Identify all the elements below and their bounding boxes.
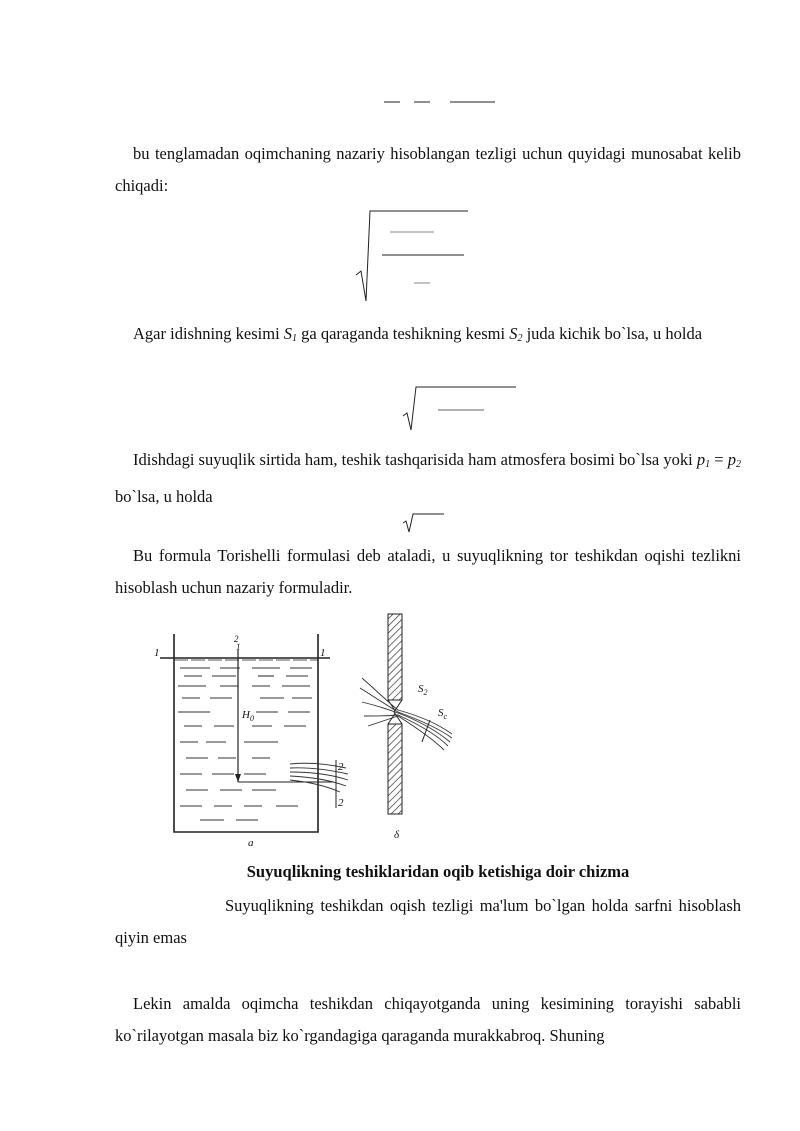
paragraph-1-text: bu tenglamadan oqimchaning nazariy hisoblangan tezligi uchun quyidagi munosabat kelib chiqadi: bbox=[115, 144, 741, 195]
equals-sign: = bbox=[710, 450, 728, 469]
label-sc-sub: c bbox=[443, 712, 448, 721]
paragraph-3 bbox=[115, 444, 741, 513]
symbol-s1 bbox=[284, 324, 297, 343]
symbol-s2-sub: 2 bbox=[517, 333, 523, 344]
formula-velocity-radical bbox=[352, 205, 477, 305]
label-a: a bbox=[248, 837, 254, 849]
label-side-2b: 2 bbox=[338, 797, 344, 809]
label-b: δ bbox=[394, 829, 400, 841]
paragraph-6-text: Lekin amalda oqimcha teshikdan chiqayotganda uning kesimining torayishi sababli ko`rilayotgan masala biz ko`rgandagiga qaraganda murakkabroq. Shuning bbox=[115, 994, 741, 1045]
paragraph-4 bbox=[115, 540, 741, 604]
symbol-p1 bbox=[697, 450, 710, 469]
label-left-1: 1 bbox=[154, 647, 160, 659]
label-top-mark: 2 bbox=[234, 634, 239, 644]
label-sc bbox=[438, 707, 448, 721]
label-s2-sub: 2 bbox=[423, 688, 428, 697]
label-top-mark-small: 1 bbox=[236, 642, 241, 652]
paragraph-4-text: Bu formula Torishelli formulasi deb ataladi, u suyuqlikning tor teshikdan oqishi tezlikni hisoblash uchun nazariy formuladir. bbox=[115, 546, 741, 597]
paragraph-2-text-a: Agar idishning kesimi bbox=[133, 324, 284, 343]
symbol-s1-sub: 1 bbox=[292, 333, 298, 344]
symbol-p2-letter: p bbox=[727, 450, 736, 469]
label-sc-letter: S bbox=[438, 707, 444, 719]
paragraph-1 bbox=[115, 138, 741, 202]
figure-caption bbox=[0, 858, 800, 886]
label-s2 bbox=[418, 683, 428, 697]
symbol-s2 bbox=[509, 324, 522, 343]
paragraph-6 bbox=[115, 988, 741, 1052]
label-s2-letter: S bbox=[418, 683, 424, 695]
label-h0 bbox=[241, 709, 254, 723]
paragraph-3-text-b: bo`lsa, u holda bbox=[115, 487, 213, 506]
paragraph-3-text-a: Idishdagi suyuqlik sirtida ham, teshik tashqarisida ham atmosfera bosimi bo`lsa yoki bbox=[133, 450, 697, 469]
paragraph-2 bbox=[115, 318, 741, 355]
symbol-p2 bbox=[728, 450, 741, 469]
vessel-drawing bbox=[160, 634, 348, 832]
label-right-1: 1 bbox=[320, 647, 326, 659]
figure-caption-text: Suyuqlikning teshiklaridan oqib ketishiga doir chizma bbox=[246, 862, 630, 881]
symbol-s1-letter: S bbox=[283, 324, 293, 343]
symbol-s2-letter: S bbox=[509, 324, 518, 343]
label-side-2a: 2 bbox=[338, 761, 344, 773]
orifice-flow-figure bbox=[140, 612, 470, 852]
paragraph-5 bbox=[115, 890, 741, 954]
formula-torricelli-radical bbox=[400, 510, 448, 534]
formula-fragment-top bbox=[380, 96, 500, 108]
symbol-p1-sub: 1 bbox=[705, 459, 711, 470]
label-h0-sub: 0 bbox=[249, 714, 254, 723]
paragraph-2-text-c: juda kichik bo`lsa, u holda bbox=[522, 324, 703, 343]
label-h0-letter: H bbox=[242, 709, 250, 721]
paragraph-2-text-b: ga qaraganda teshikning kesmi bbox=[297, 324, 510, 343]
formula-radical-small bbox=[400, 382, 520, 434]
symbol-p2-sub: 2 bbox=[736, 459, 741, 470]
symbol-p1-letter: p bbox=[696, 450, 706, 469]
paragraph-5-text: Suyuqlikning teshikdan oqish tezligi ma'lum bo`lgan holda sarfni hisoblash qiyin emas bbox=[115, 896, 741, 947]
